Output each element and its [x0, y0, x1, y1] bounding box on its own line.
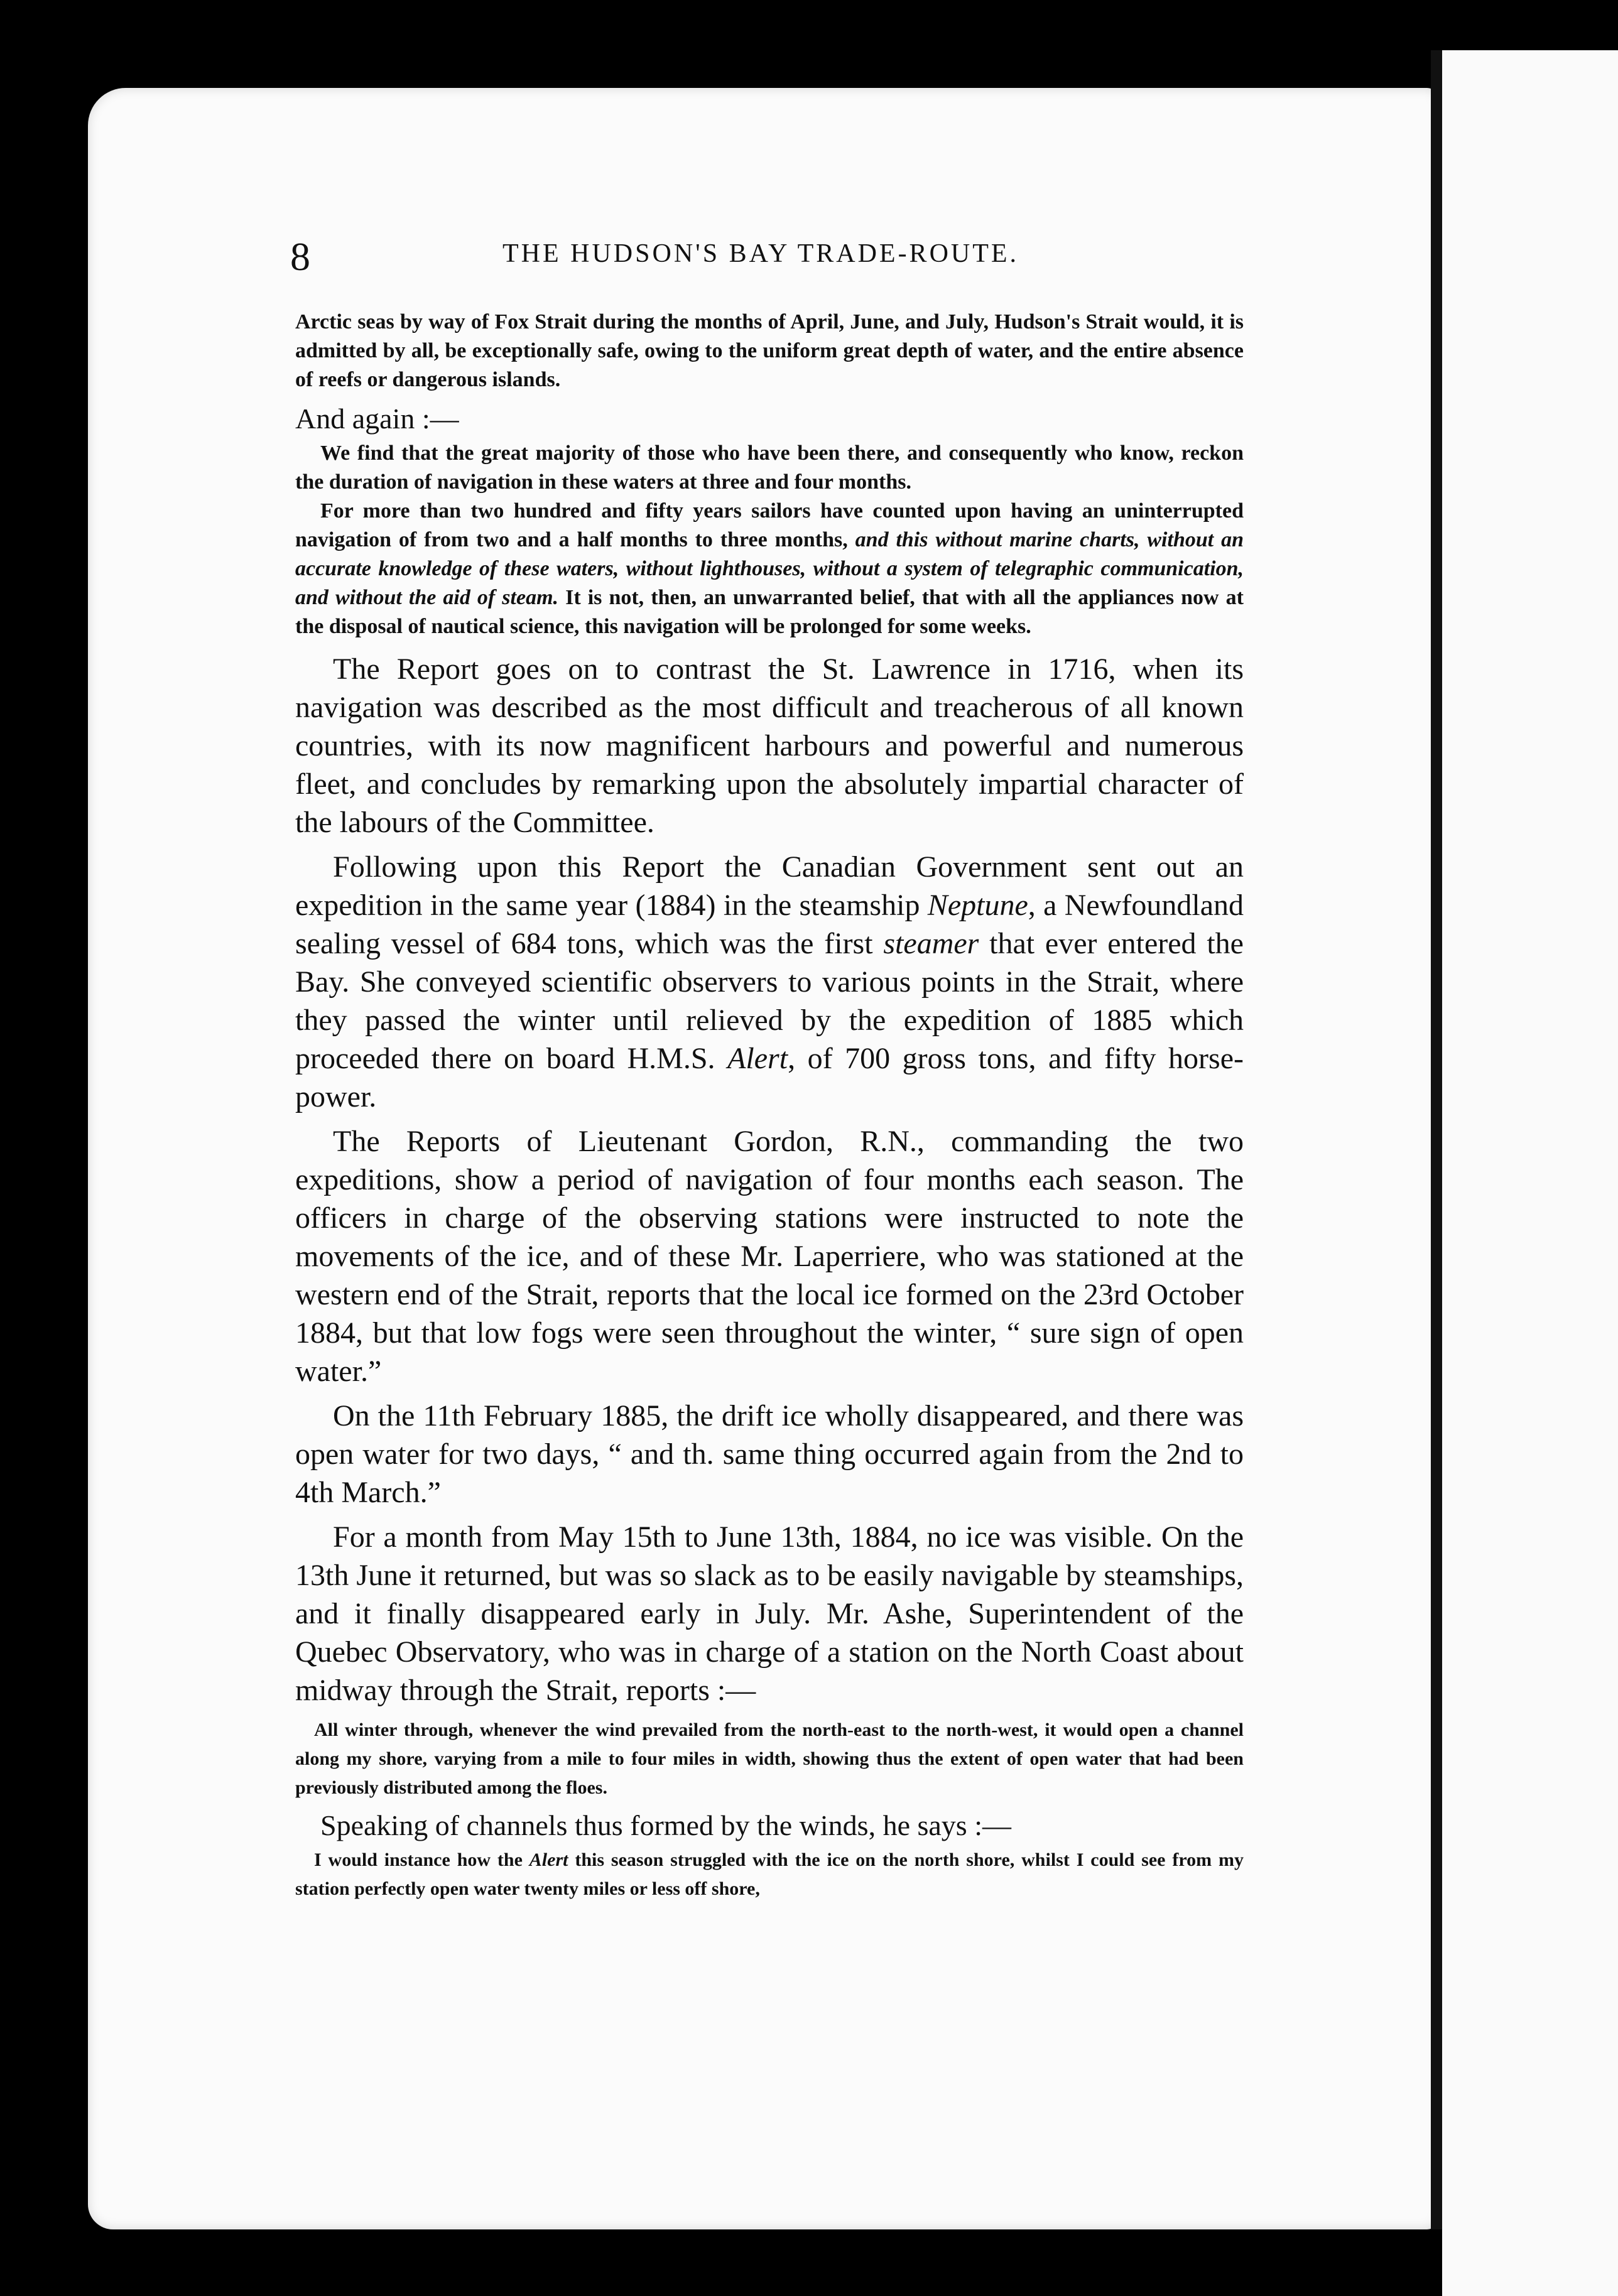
- body-paragraph: The Reports of Lieutenant Gordon, R.N., commanding the two expeditions, show a period of navigation of four months each season. The officers in charge of the observing stations were instructed to note the movements of the ice, and of these Mr. Laperriere, who was stationed at the western end of the Strait, reports that the local ice formed on the 23rd October 1884, but that low fogs were seen throughout the winter, “ sure sign of open water.”: [295, 1125, 1244, 1388]
- quote-text: this season struggled with the ice on the north shore, whilst I could see from my station perfectly open water twenty miles or less off shore,: [295, 1849, 1244, 1899]
- quote-paragraph: All winter through, whenever the wind prevailed from the north-east to the north-west, it would open a channel along my shore, varying from a mile to four miles in width, showing thus the extent of open water that had been previously distributed among the floes.: [295, 1719, 1244, 1798]
- quote-paragraph: We find that the great majority of those who have been there, and consequently who know, reckon the duration of navigation in these waters at three and four months.: [295, 441, 1244, 494]
- body-text: Following upon this Report the Canadian Government sent out an expedition in the same year (1884) in the steamship: [295, 850, 1244, 922]
- quote-text: I would instance how the: [314, 1849, 529, 1870]
- ship-name: Alert: [529, 1849, 568, 1870]
- paragraph-continued: Arctic seas by way of Fox Strait during the months of April, June, and July, Hudson's Strait would, it is admitted by all, be exceptionally safe, owing to the uniform great depth of water, and the entire absence of reefs or dangerous islands.: [295, 310, 1244, 391]
- body-text: , of 700 gross tons, and fifty horse-power.: [295, 1042, 1244, 1113]
- body-text: that ever entered the Bay. She conveyed scientific observers to various points in the Strait, where they passed the winter until relieved by the expedition of 1885 which proceeded there on board H.M.S.: [295, 927, 1244, 1075]
- quote-text: For more than two hundred and fifty years sailors have counted upon having an uninterrupted navigation of from two and a half months to three months,: [295, 499, 1244, 551]
- block-quote-committee: [295, 439, 1244, 641]
- quote-text: It is not, then, an unwarranted belief, that with all the appliances now at the disposal of nautical science, this navigation will be prolonged for some weeks.: [295, 586, 1244, 638]
- quote-paragraph: [295, 497, 1244, 641]
- page-number: 8: [290, 234, 310, 279]
- quote-paragraph: [295, 1846, 1244, 1903]
- body-text: , a Newfoundland sealing vessel of 684 tons, which was the first: [295, 889, 1244, 960]
- facing-page-edge: [1442, 50, 1618, 2296]
- body-paragraph: The Report goes on to contrast the St. Lawrence in 1716, when its navigation was described as the most difficult and treacherous of all known countries, with its now magnificent harbours and powerful and numerous fleet, and concludes by remarking upon the absolutely impartial character of the labours of the Committee.: [295, 653, 1244, 839]
- page-gutter: [1431, 50, 1442, 2229]
- body-paragraph: On the 11th February 1885, the drift ice wholly disappeared, and there was open water for two days, “ and th. same thing occurred again from the 2nd to 4th March.”: [295, 1399, 1244, 1509]
- page-body: [295, 308, 1244, 1903]
- speaking-of-channels-line: Speaking of channels thus formed by the winds, he says :—: [320, 1809, 1011, 1841]
- ship-name: Neptune: [927, 889, 1028, 922]
- emphasis-text: steamer: [883, 927, 979, 960]
- running-title: THE HUDSON'S BAY TRADE-ROUTE.: [502, 239, 1019, 268]
- body-paragraph: [295, 848, 1244, 1116]
- quote-italic-text: and this without marine charts, without an accurate knowledge of these waters, without lighthouses, without a system of telegraphic communication, and without the aid of steam.: [295, 528, 1244, 609]
- ship-name: Alert: [727, 1042, 788, 1075]
- body-paragraph: For a month from May 15th to June 13th, 1884, no ice was visible. On the 13th June it returned, but was so slack as to be easily navigable by steamships, and it finally disappeared early in July. Mr. Ashe, Superintendent of the Quebec Observatory, who was in charge of a station on the North Coast about midway through the Strait, reports :—: [295, 1520, 1244, 1707]
- and-again-heading: And again :—: [295, 403, 459, 435]
